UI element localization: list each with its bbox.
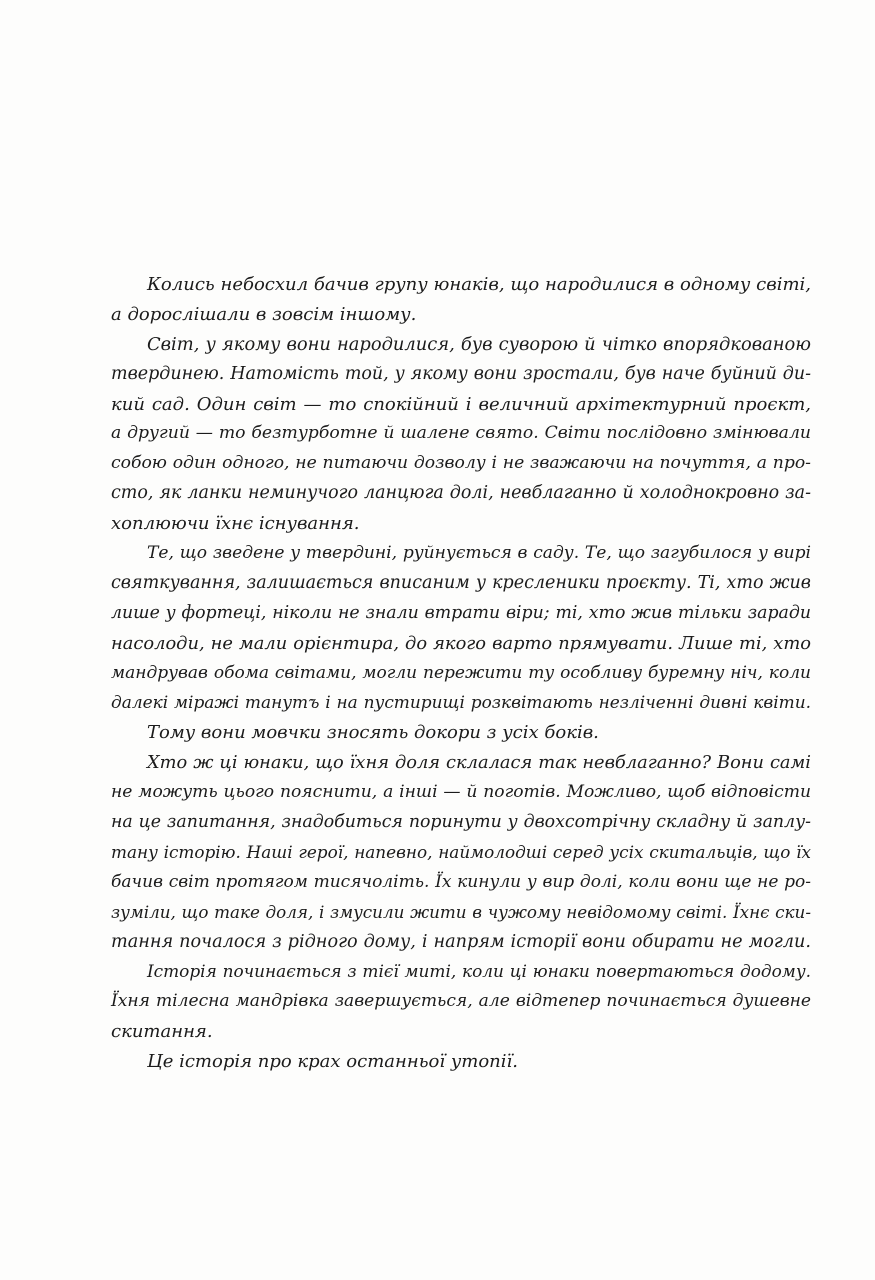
text-line: мандрував обома світами, могли пережити ту особливу буремну ніч, коли [111,662,811,683]
text-line: хоплюючи їхнє існування. [111,513,360,535]
text-line: а другий — то безтурботне й шалене свято. Світи послідовно змінювали [111,423,811,444]
text-line: тання почалося з рідного дому, і напрям історії вони обирати не могли. [111,931,811,952]
text-line: твердинею. Натомість той, у якому вони зростали, був наче буйний ди- [111,363,811,384]
text-line: лише у фортеці, ніколи не знали втрати віри; ті, хто жив тільки заради [111,602,811,623]
text-line: а дорослішали в зовсім іншому. [111,303,417,325]
text-line: сто, як ланки неминучого ланцюга долі, невблаганно й холоднокровно за- [111,483,811,504]
text-line: не можуть цього пояснити, а інші — й поготів. Можливо, щоб відповісти [111,782,811,803]
text-line: Колись небосхил бачив групу юнаків, що народилися в одному світі, [147,274,811,295]
text-line: бачив світ протягом тисячоліть. Їх кинули у вир долі, коли вони ще не ро- [111,871,811,892]
text-body [111,270,811,1077]
text-line: Це історія про крах останньої утопії. [147,1051,519,1073]
text-line: Хто ж ці юнаки, що їхня доля склалася так невблаганно? Вони самі [147,752,811,774]
text-line: Те, що зведене у твердині, руйнується в саду. Те, що загубилося у вирі [147,543,811,564]
text-line: на це запитання, знадобиться поринути у двохсотрічну складну й заплу- [111,812,811,833]
text-line: святкування, залишається вписаним у кресленики проєкту. Ті, хто жив [111,572,811,593]
text-line: тану історію. Наші герої, напевно, наймолодші серед усіх скитальців, що їх [111,841,811,862]
text-line: насолоди, не мали орієнтира, до якого варто прямувати. Лише ті, хто [111,632,811,654]
text-line: зуміли, що таке доля, і змусили жити в чужому невідомому світі. Їхнє ски- [111,901,811,922]
text-line: Тому вони мовчки зносять докори з усіх боків. [147,722,599,744]
text-line: собою один одного, не питаючи дозволу і не зважаючи на почуття, а про- [111,453,811,474]
text-line: скитання. [111,1021,213,1043]
text-line: Світ, у якому вони народилися, був суворою й чітко впорядкованою [147,333,811,355]
text-line: Історія починається з тієї миті, коли ці юнаки повертаються додому. [147,961,811,982]
text-line: кий сад. Один світ — то спокійний і величний архітектурний проєкт, [111,393,811,415]
text-line: Їхня тілесна мандрівка завершується, але відтепер починається душевне [111,991,811,1012]
text-line: далекі міражі танутъ і на пустирищі розквітають незліченні дивні квіти. [111,692,811,713]
